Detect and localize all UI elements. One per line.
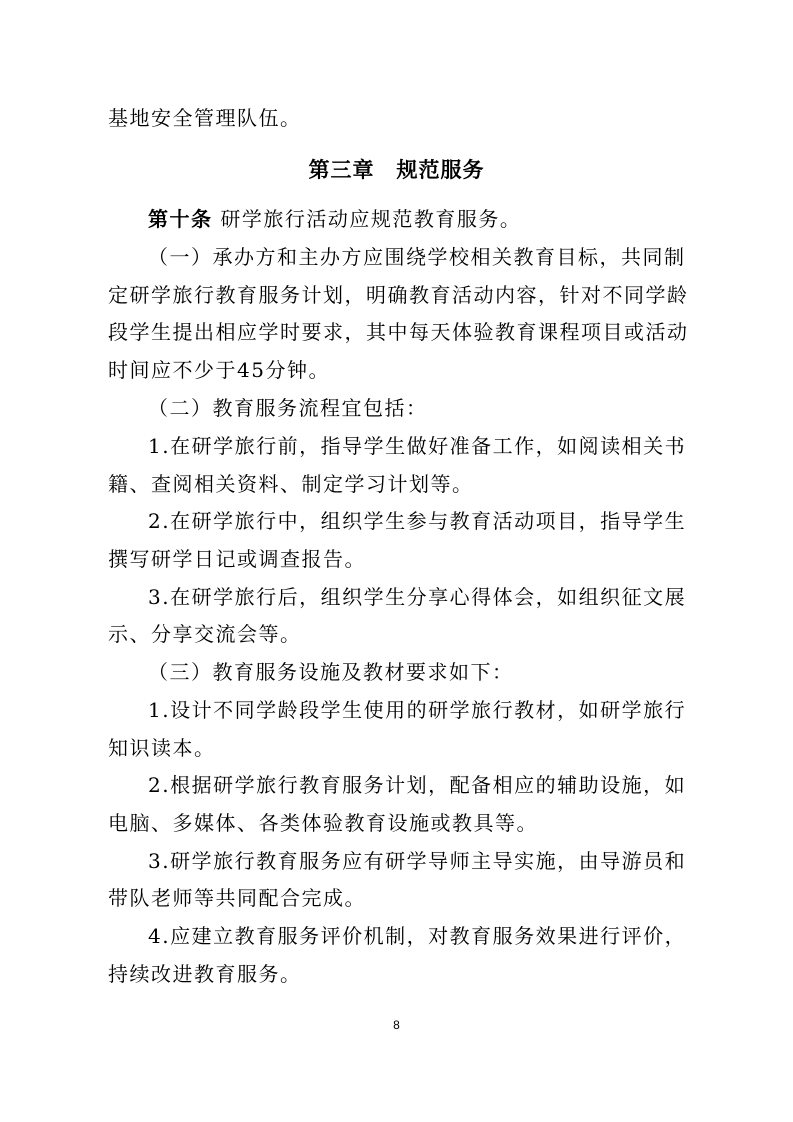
paragraph-line: 电脑、多媒体、各类体验教育设施或教具等。	[108, 811, 538, 835]
paragraph-line: 1.设计不同学龄段学生使用的研学旅行教材，如研学旅行	[148, 698, 687, 722]
paragraph-line: 2.根据研学旅行教育服务计划，配备相应的辅助设施，如	[148, 773, 687, 797]
article-label: 第十条	[148, 207, 213, 231]
paragraph-line: 知识读本。	[108, 736, 216, 760]
paragraph-line: 时间应不少于45分钟。	[108, 358, 330, 382]
paragraph-line: 1.在研学旅行前，指导学生做好准备工作，如阅读相关书	[148, 434, 687, 458]
paragraph-line: 基地安全管理队伍。	[108, 106, 302, 130]
paragraph-line: 示、分享交流会等。	[108, 622, 302, 646]
paragraph-line: 3.在研学旅行后，组织学生分享心得体会，如组织征文展	[148, 585, 687, 609]
paragraph-line: 2.在研学旅行中，组织学生参与教育活动项目，指导学生	[148, 509, 687, 533]
paragraph-line: 定研学旅行教育服务计划，明确教育活动内容，针对不同学龄	[108, 283, 689, 307]
paragraph-line: 3.研学旅行教育服务应有研学导师主导实施，由导游员和	[148, 849, 687, 873]
article-text: 研学旅行活动应规范教育服务。	[220, 207, 522, 231]
paragraph-line: （一）承办方和主办方应围绕学校相关教育目标，共同制	[148, 245, 686, 269]
paragraph-line: 带队老师等共同配合完成。	[108, 886, 366, 910]
page-number: 8	[393, 1018, 400, 1032]
paragraph-line: 4.应建立教育服务评价机制，对教育服务效果进行评价，	[148, 924, 687, 948]
paragraph-line: 持续改进教育服务。	[108, 962, 302, 986]
paragraph-line: （二）教育服务流程宜包括：	[148, 396, 428, 420]
paragraph-line: 段学生提出相应学时要求，其中每天体验教育课程项目或活动	[108, 320, 689, 344]
paragraph-line: 撰写研学日记或调查报告。	[108, 547, 366, 571]
paragraph-line: 籍、查阅相关资料、制定学习计划等。	[108, 472, 474, 496]
paragraph-line: （三）教育服务设施及教材要求如下：	[148, 660, 514, 684]
article-line	[148, 207, 521, 231]
chapter-title: 第三章 规范服务	[308, 158, 485, 182]
